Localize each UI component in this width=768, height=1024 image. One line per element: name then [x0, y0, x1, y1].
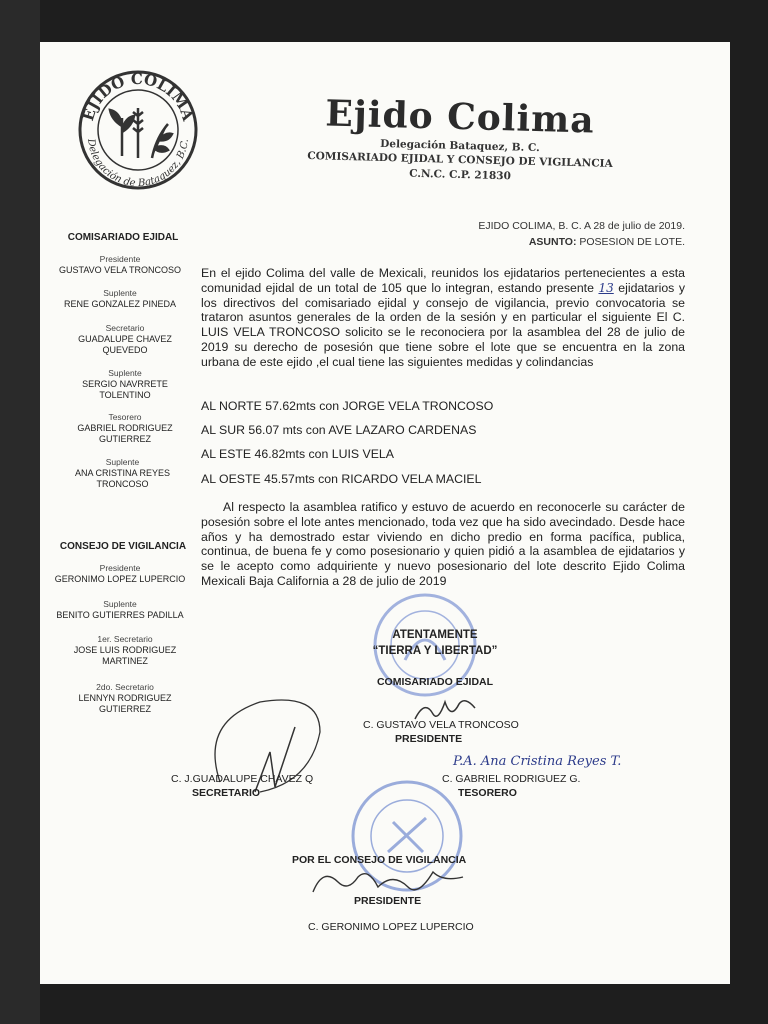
member-role: Presidente: [99, 254, 141, 264]
member-name: JOSE LUIS RODRIGUEZ MARTINEZ: [73, 645, 177, 666]
member-role: Secretario: [105, 323, 145, 333]
handwritten-count: 13: [598, 280, 614, 295]
sidebar-member: [65, 412, 185, 445]
document-asunto: [529, 236, 685, 248]
presidente-role: PRESIDENTE: [395, 733, 463, 745]
measure-south: AL SUR 56.07 mts con AVE LAZARO CARDENAS: [201, 423, 477, 437]
member-role: Suplente: [108, 368, 142, 378]
member-name: GUSTAVO VELA TRONCOSO: [58, 265, 182, 275]
ejido-seal-logo: [74, 66, 202, 194]
sidebar-member: [40, 563, 200, 585]
member-name: BENITO GUTIERRES PADILLA: [56, 610, 184, 620]
member-role: 1er. Secretario: [97, 634, 153, 644]
consejo-name: C. GERONIMO LOPEZ LUPERCIO: [308, 921, 474, 933]
tesorero-handwritten: P.A. Ana Cristina Reyes T.: [453, 754, 622, 769]
tesorero-name: C. GABRIEL RODRIGUEZ G.: [442, 773, 581, 785]
paragraph-text: ejidatarios y los directivos del comisariado ejidal y consejo de vigilancia, previo convocatoria se trataron asuntos generales de la orden de la sesión y en particular el siguiente El C. LUIS VELA TRONCOSO solicito se le reconociera por la asamblea del 28 de julio de 2019 su derecho de posesión que tiene sobre el lote que se encuentra en la zona urbana de este ejido ,el cual tiene las siguientes medidas y colindancias: [201, 280, 685, 369]
member-role: 2do. Secretario: [96, 682, 154, 692]
sidebar-member: [60, 368, 190, 401]
measure-north: AL NORTE 57.62mts con JORGE VELA TRONCOSO: [201, 399, 494, 413]
presidente-name: C. GUSTAVO VELA TRONCOSO: [363, 719, 519, 731]
member-name: SERGIO NAVRRETE TOLENTINO: [82, 379, 168, 400]
svg-text:EJIDO COLIMA: EJIDO COLIMA: [79, 69, 197, 123]
svg-text:Delegación de Bataquez, B.C.: Delegación de Bataquez, B.C.: [84, 138, 191, 190]
sidebar-member: [65, 682, 185, 715]
sidebar-member: [40, 288, 200, 310]
sidebar-member: [55, 457, 190, 490]
letterhead-comisariado: COMISARIADO EJIDAL Y CONSEJO DE VIGILANCIA: [307, 150, 613, 170]
letterhead-cnc: C.N.C. C.P. 21830: [409, 167, 511, 183]
paragraph-text: En el ejido Colima del valle de Mexicali, reunidos los ejidatarios pertenecientes a esta comunidad ejidal de un total de 105 que lo integran, estando presente: [201, 266, 685, 295]
member-role: Suplente: [103, 288, 137, 298]
member-name: GABRIEL RODRIGUEZ GUTIERREZ: [77, 423, 173, 444]
letterhead-delegacion: Delegación Bataquez, B. C.: [380, 137, 540, 155]
secretario-name: C. J.GUADALUPE CHAVEZ Q: [171, 773, 314, 785]
consejo-line: POR EL CONSEJO DE VIGILANCIA: [292, 854, 467, 866]
closing-lema: “TIERRA Y LIBERTAD”: [372, 645, 498, 657]
member-role: Suplente: [105, 457, 140, 467]
member-name: GUADALUPE CHAVEZ QUEVEDO: [78, 334, 172, 355]
member-name: ANA CRISTINA REYES TRONCOSO: [74, 468, 171, 489]
closing-org: COMISARIADO EJIDAL: [376, 676, 494, 688]
body-paragraph-1: [201, 266, 685, 370]
measure-west: AL OESTE 45.57mts con RICARDO VELA MACIEL: [201, 472, 482, 486]
comisariado-heading: COMISARIADO EJIDAL: [67, 232, 179, 243]
member-role: Suplente: [103, 599, 137, 609]
document-date: EJIDO COLIMA, B. C. A 28 de julio de 2019.: [478, 220, 685, 232]
tesorero-role: TESORERO: [458, 787, 517, 799]
background-edge: [0, 0, 40, 1024]
letterhead-title: Ejido Colima: [324, 92, 596, 142]
member-role: Presidente: [99, 563, 141, 573]
sidebar-member: [40, 254, 200, 276]
consejo-role: PRESIDENTE: [354, 895, 422, 907]
member-name: RENE GONZALEZ PINEDA: [63, 299, 177, 309]
secretario-role: SECRETARIO: [192, 787, 261, 799]
member-name: GERONIMO LOPEZ LUPERCIO: [54, 574, 186, 584]
closing-atentamente: ATENTAMENTE: [392, 629, 478, 641]
body-paragraph-2: Al respecto la asamblea ratifico y estuvo de acuerdo en reconocerle su carácter de posesión sobre el lote antes mencionado, toda vez que ha sido avecindado. Desde hace años y ha demostrado estar viviendo en dicho predio en forma pacífica, publica, continua, de buena fe y como posesionario y quien pidió a la asamblea de ejidatarios y se le acepto como adquiriente y nuevo posesionario del lote descrito Ejido Colima Mexicali Baja California a 28 de julio de 2019: [201, 500, 685, 588]
member-role: Tesorero: [108, 412, 142, 422]
member-name: LENNYN RODRIGUEZ GUTIERREZ: [78, 693, 172, 714]
asunto-label: ASUNTO:: [528, 236, 577, 248]
consejo-heading: CONSEJO DE VIGILANCIA: [59, 541, 187, 552]
sidebar-member: [60, 634, 190, 667]
asunto-value: POSESION DE LOTE.: [579, 236, 685, 248]
sidebar-member: [40, 599, 200, 621]
measure-east: AL ESTE 46.82mts con LUIS VELA: [201, 447, 394, 461]
document-page: [40, 42, 730, 984]
sidebar-member: [70, 323, 180, 356]
